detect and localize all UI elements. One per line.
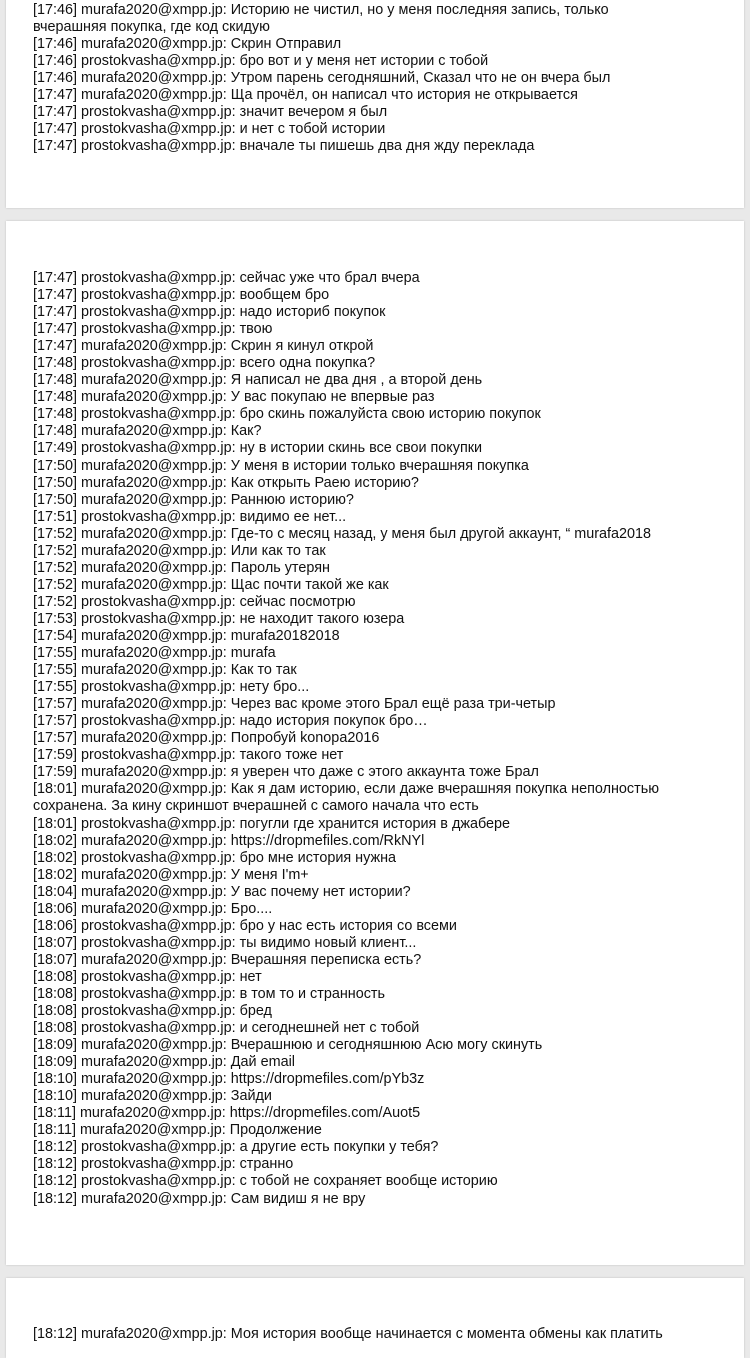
chat-log-page-1 bbox=[33, 2, 724, 155]
chat-line: [17:57] murafa2020@xmpp.jp: Попробуй konopa2016 bbox=[33, 730, 380, 747]
chat-line: [17:48] murafa2020@xmpp.jp: Как? bbox=[33, 423, 262, 440]
chat-line: [17:48] murafa2020@xmpp.jp: Я написал не два дня , а второй день bbox=[33, 372, 483, 389]
chat-line: вчерашняя покупка, где код скидую bbox=[33, 19, 270, 36]
chat-line: [17:55] murafa2020@xmpp.jp: Как то так bbox=[33, 662, 297, 679]
chat-line: [18:07] murafa2020@xmpp.jp: Вчерашняя переписка есть? bbox=[33, 951, 422, 968]
chat-line: [17:51] prostokvasha@xmpp.jp: видимо ее нет... bbox=[33, 508, 347, 525]
chat-line: [17:47] prostokvasha@xmpp.jp: значит вечером я был bbox=[33, 104, 388, 121]
chat-line: [17:54] murafa2020@xmpp.jp: murafa20182018 bbox=[33, 627, 340, 644]
chat-line: [17:47] prostokvasha@xmpp.jp: вначале ты пишешь два дня жду переклада bbox=[33, 138, 535, 155]
chat-line: [18:11] murafa2020@xmpp.jp: https://dropmefiles.com/Auot5 bbox=[33, 1105, 421, 1122]
chat-line: [18:08] prostokvasha@xmpp.jp: бред bbox=[33, 1003, 272, 1020]
chat-line: [18:12] prostokvasha@xmpp.jp: а другие есть покупки у тебя? bbox=[33, 1139, 439, 1156]
chat-line: [17:48] prostokvasha@xmpp.jp: всего одна покупка? bbox=[33, 355, 376, 372]
chat-line: [18:09] murafa2020@xmpp.jp: Дай email bbox=[33, 1054, 295, 1071]
chat-line: [17:53] prostokvasha@xmpp.jp: не находит такого юзера bbox=[33, 610, 405, 627]
chat-line: [17:48] prostokvasha@xmpp.jp: бро скинь пожалуйста свою историю покупок bbox=[33, 406, 541, 423]
chat-line: [18:12] prostokvasha@xmpp.jp: с тобой не сохраняет вообще историю bbox=[33, 1173, 498, 1190]
chat-line: [17:50] murafa2020@xmpp.jp: У меня в истории только вчерашняя покупка bbox=[33, 457, 529, 474]
chat-line: [18:02] murafa2020@xmpp.jp: У меня I'm+ bbox=[33, 866, 309, 883]
chat-line: [18:09] murafa2020@xmpp.jp: Вчерашнюю и сегодняшнюю Асю могу скинуть bbox=[33, 1037, 543, 1054]
chat-line: [17:55] murafa2020@xmpp.jp: murafa bbox=[33, 645, 276, 662]
chat-line: [18:06] murafa2020@xmpp.jp: Бро.... bbox=[33, 900, 273, 917]
chat-line: [17:52] murafa2020@xmpp.jp: Где-то с месяц назад, у меня был другой аккаунт, “ murafa2018 bbox=[33, 525, 652, 542]
chat-line: [18:11] murafa2020@xmpp.jp: Продолжение bbox=[33, 1122, 322, 1139]
chat-line: [18:08] prostokvasha@xmpp.jp: и сегоднешней нет с тобой bbox=[33, 1020, 420, 1037]
chat-line: [18:02] murafa2020@xmpp.jp: https://dropmefiles.com/RkNYl bbox=[33, 832, 425, 849]
chat-line: [17:46] murafa2020@xmpp.jp: Утром парень сегодняшний, Сказал что не он вчера был bbox=[33, 70, 611, 87]
chat-line: [17:52] prostokvasha@xmpp.jp: сейчас посмотрю bbox=[33, 593, 356, 610]
document-page-1 bbox=[6, 0, 744, 208]
chat-line: [17:57] murafa2020@xmpp.jp: Через вас кроме этого Брал ещё раза три-четыр bbox=[33, 696, 556, 713]
chat-line: [18:12] murafa2020@xmpp.jp: Моя история вообще начинается с момента обмены как платить bbox=[33, 1326, 663, 1342]
chat-log-page-3 bbox=[33, 1326, 724, 1343]
chat-line: [17:48] murafa2020@xmpp.jp: У вас покупаю не впервые раз bbox=[33, 389, 435, 406]
chat-line: [17:46] murafa2020@xmpp.jp: Скрин Отправил bbox=[33, 36, 342, 53]
chat-line: [18:08] prostokvasha@xmpp.jp: в том то и странность bbox=[33, 985, 386, 1002]
chat-line: [18:12] murafa2020@xmpp.jp: Сам видиш я не вру bbox=[33, 1190, 366, 1207]
chat-line: [18:12] prostokvasha@xmpp.jp: странно bbox=[33, 1156, 294, 1173]
chat-line: [17:50] murafa2020@xmpp.jp: Раннюю историю? bbox=[33, 491, 354, 508]
chat-line: [18:06] prostokvasha@xmpp.jp: бро у нас есть история со всеми bbox=[33, 917, 457, 934]
chat-line: [17:47] prostokvasha@xmpp.jp: твою bbox=[33, 321, 273, 338]
chat-line: [18:10] murafa2020@xmpp.jp: Зайди bbox=[33, 1088, 272, 1105]
chat-line: [18:01] murafa2020@xmpp.jp: Как я дам историю, если даже вчерашняя покупка неполностью bbox=[33, 781, 660, 798]
chat-line: [17:59] prostokvasha@xmpp.jp: такого тоже нет bbox=[33, 747, 344, 764]
chat-line: [17:52] murafa2020@xmpp.jp: Или как то так bbox=[33, 542, 326, 559]
chat-line: [17:47] prostokvasha@xmpp.jp: надо историб покупок bbox=[33, 304, 386, 321]
document-page-2 bbox=[6, 221, 744, 1265]
chat-line: [17:47] prostokvasha@xmpp.jp: вообщем бро bbox=[33, 287, 330, 304]
chat-line: [17:50] murafa2020@xmpp.jp: Как открыть Раею историю? bbox=[33, 474, 419, 491]
chat-line: [18:07] prostokvasha@xmpp.jp: ты видимо новый клиент... bbox=[33, 934, 417, 951]
chat-line: [17:47] murafa2020@xmpp.jp: Ща прочёл, он написал что история не открывается bbox=[33, 87, 578, 104]
chat-line: [17:47] prostokvasha@xmpp.jp: сейчас уже что брал вчера bbox=[33, 270, 420, 286]
chat-line: [17:52] murafa2020@xmpp.jp: Щас почти такой же как bbox=[33, 576, 389, 593]
chat-line: [18:02] prostokvasha@xmpp.jp: бро мне история нужна bbox=[33, 849, 397, 866]
chat-line: [18:08] prostokvasha@xmpp.jp: нет bbox=[33, 968, 262, 985]
chat-line: [17:47] murafa2020@xmpp.jp: Скрин я кинул открой bbox=[33, 338, 374, 355]
chat-log-page-2 bbox=[33, 270, 724, 1208]
chat-line: [17:52] murafa2020@xmpp.jp: Пароль утерян bbox=[33, 559, 330, 576]
chat-line: [17:46] murafa2020@xmpp.jp: Историю не чистил, но у меня последняя запись, только bbox=[33, 2, 609, 18]
chat-line: [18:10] murafa2020@xmpp.jp: https://dropmefiles.com/pYb3z bbox=[33, 1071, 425, 1088]
chat-line: [17:47] prostokvasha@xmpp.jp: и нет с тобой истории bbox=[33, 121, 386, 138]
chat-line: [18:01] prostokvasha@xmpp.jp: погугли где хранится история в джабере bbox=[33, 815, 511, 832]
chat-line: [18:04] murafa2020@xmpp.jp: У вас почему нет истории? bbox=[33, 883, 411, 900]
chat-line: [17:59] murafa2020@xmpp.jp: я уверен что даже с этого аккаунта тоже Брал bbox=[33, 764, 539, 781]
chat-line: [17:49] prostokvasha@xmpp.jp: ну в истории скинь все свои покупки bbox=[33, 440, 483, 457]
chat-line: [17:55] prostokvasha@xmpp.jp: нету бро... bbox=[33, 679, 310, 696]
chat-line: [17:57] prostokvasha@xmpp.jp: надо история покупок бро… bbox=[33, 713, 428, 730]
document-page-3 bbox=[6, 1278, 744, 1358]
chat-line: сохранена. За кину скриншот вчерашней с самого начала что есть bbox=[33, 798, 479, 815]
chat-line: [17:46] prostokvasha@xmpp.jp: бро вот и у меня нет истории с тобой bbox=[33, 53, 489, 70]
